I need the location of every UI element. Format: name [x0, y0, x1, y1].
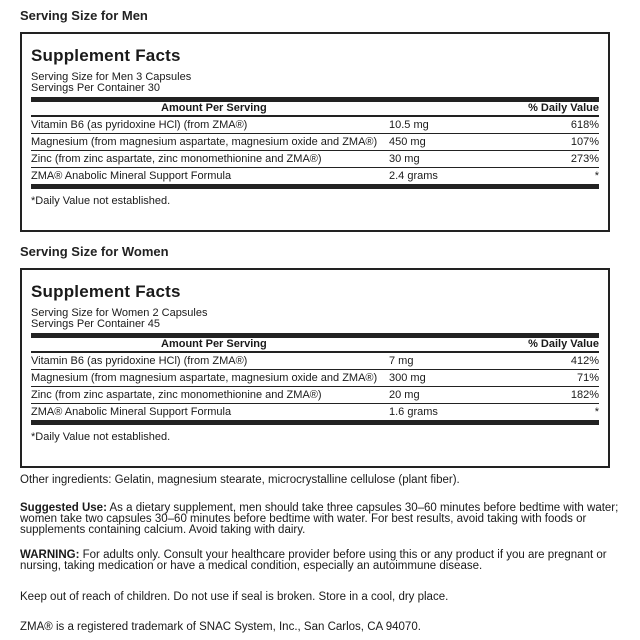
men-row-magnesium	[31, 133, 599, 150]
women-serving-size: Serving Size for Women 2 Capsules	[31, 307, 208, 319]
nutrient-name: ZMA® Anabolic Mineral Support Formula	[31, 170, 232, 182]
nutrient-name: ZMA® Anabolic Mineral Support Formula	[31, 406, 232, 418]
nutrient-amount: 1.6 grams	[389, 406, 438, 418]
suggested-use-text: As a dietary supplement, men should take three capsules 30–60 minutes before bedtime with water; women take two capsules 30–60 minutes before bedtime with water. For best results, avoid taking with foods or supplements containing calcium. Avoid taking with dairy.	[20, 502, 619, 536]
women-supplement-facts-panel	[20, 268, 610, 468]
men-row-vitamin-b6	[31, 115, 599, 133]
suggested-use	[20, 503, 620, 536]
men-supplement-facts-panel	[20, 32, 610, 232]
women-footnote: *Daily Value not established.	[31, 431, 171, 443]
nutrient-amount: 30 mg	[389, 153, 420, 165]
nutrient-dv: 71%	[576, 372, 599, 384]
nutrient-name: Magnesium (from magnesium aspartate, magnesium oxide and ZMA®)	[31, 136, 378, 148]
women-row-vitamin-b6	[31, 351, 599, 369]
warning-text: For adults only. Consult your healthcare provider before using this or any product if you are pregnant or nursing, taking medication or have a medical condition, especially an autoimmune disease.	[20, 549, 607, 572]
nutrient-amount: 10.5 mg	[389, 119, 429, 131]
women-col-amount: Amount Per Serving	[161, 338, 267, 350]
trademark-notice: ZMA® is a registered trademark of SNAC System, Inc., San Carlos, CA 94070.	[20, 621, 421, 633]
nutrient-dv: *	[594, 406, 599, 418]
women-facts-title: Supplement Facts	[31, 282, 181, 301]
nutrient-dv: 618%	[570, 119, 599, 131]
warning	[20, 550, 620, 572]
men-col-dv: % Daily Value	[528, 102, 599, 114]
nutrient-dv: 273%	[570, 153, 599, 165]
nutrient-amount: 300 mg	[389, 372, 426, 384]
women-serving-info	[31, 308, 599, 330]
men-serving-size: Serving Size for Men 3 Capsules	[31, 71, 192, 83]
nutrient-name: Zinc (from zinc aspartate, zinc monomethionine and ZMA®)	[31, 389, 322, 401]
nutrient-name: Vitamin B6 (as pyridoxine HCl) (from ZMA®)	[31, 119, 248, 131]
nutrient-amount: 7 mg	[389, 355, 414, 367]
suggested-use-label: Suggested Use:	[20, 502, 107, 514]
nutrient-amount: 450 mg	[389, 136, 426, 148]
women-column-header	[31, 338, 599, 351]
other-ingredients: Other ingredients: Gelatin, magnesium stearate, microcrystalline cellulose (plant fiber).	[20, 474, 460, 486]
nutrient-dv: *	[594, 170, 599, 182]
nutrient-amount: 20 mg	[389, 389, 420, 401]
nutrient-dv: 412%	[570, 355, 599, 367]
men-serving-info	[31, 72, 599, 94]
nutrient-amount: 2.4 grams	[389, 170, 438, 182]
men-facts-title: Supplement Facts	[31, 46, 181, 65]
nutrient-name: Zinc (from zinc aspartate, zinc monomethionine and ZMA®)	[31, 153, 322, 165]
nutrient-dv: 107%	[570, 136, 599, 148]
women-row-zinc	[31, 386, 599, 403]
warning-label: WARNING:	[20, 549, 80, 561]
women-servings-per-container: Servings Per Container 45	[31, 318, 161, 330]
men-row-zma-formula	[31, 167, 599, 189]
women-row-magnesium	[31, 369, 599, 386]
women-section-heading: Serving Size for Women	[20, 244, 169, 259]
nutrient-dv: 182%	[570, 389, 599, 401]
nutrient-name: Vitamin B6 (as pyridoxine HCl) (from ZMA®)	[31, 355, 248, 367]
women-col-dv: % Daily Value	[528, 338, 599, 350]
men-column-header	[31, 102, 599, 115]
nutrient-name: Magnesium (from magnesium aspartate, magnesium oxide and ZMA®)	[31, 372, 378, 384]
men-servings-per-container: Servings Per Container 30	[31, 82, 161, 94]
men-row-zinc	[31, 150, 599, 167]
women-row-zma-formula	[31, 403, 599, 425]
men-section-heading: Serving Size for Men	[20, 8, 148, 23]
men-footnote: *Daily Value not established.	[31, 195, 171, 207]
storage-instructions: Keep out of reach of children. Do not use if seal is broken. Store in a cool, dry place.	[20, 591, 449, 603]
men-col-amount: Amount Per Serving	[161, 102, 267, 114]
